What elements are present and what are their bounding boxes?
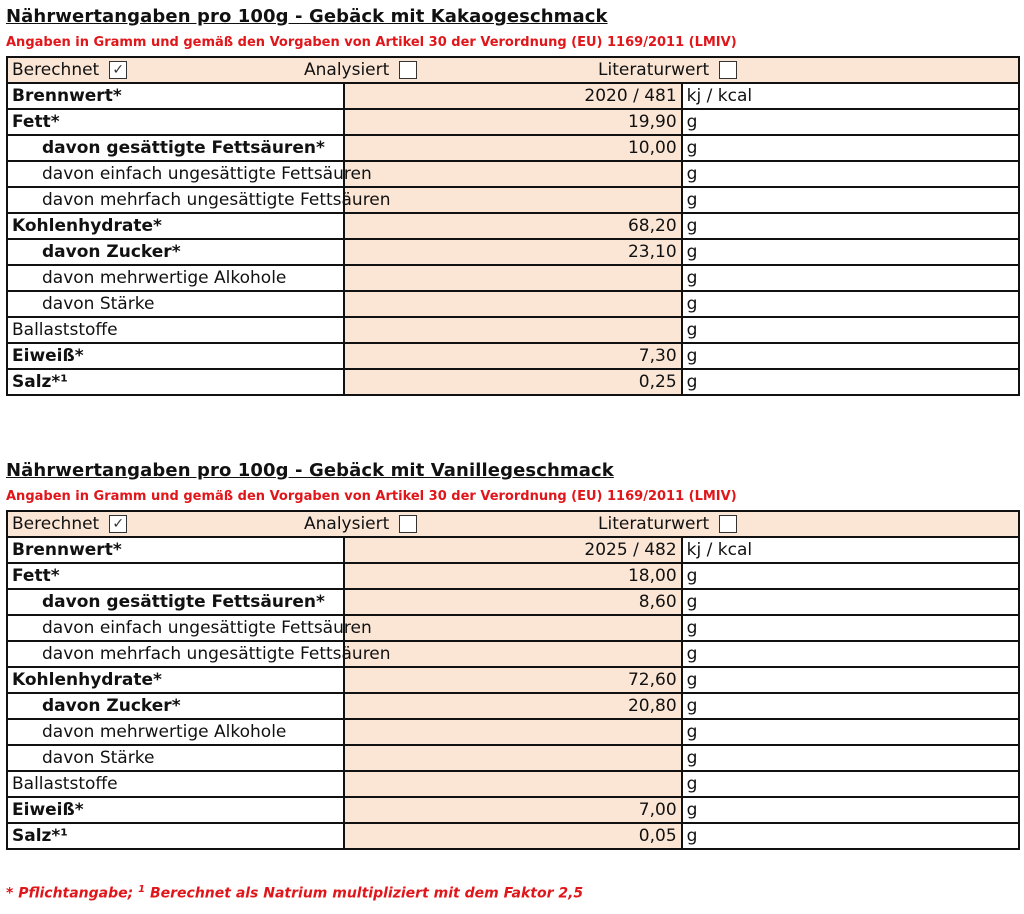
nutrient-value: 2020 / 481 <box>344 83 681 109</box>
nutrient-unit: g <box>682 797 1019 823</box>
nutrient-unit: g <box>682 745 1019 771</box>
nutrient-row <box>7 239 1019 265</box>
nutrient-unit: g <box>682 369 1019 395</box>
nutrient-value <box>344 291 681 317</box>
nutrient-value: 0,25 <box>344 369 681 395</box>
nutrient-unit: g <box>682 823 1019 849</box>
nutrient-unit: kj / kcal <box>682 537 1019 563</box>
method-checkbox[interactable]: ✓ <box>109 61 127 79</box>
nutrient-row <box>7 771 1019 797</box>
nutrient-value: 72,60 <box>344 667 681 693</box>
method-label: Analysiert <box>304 60 390 80</box>
method-checkbox[interactable] <box>399 61 417 79</box>
section-subtitle: Angaben in Gramm und gemäß den Vorgaben von Artikel 30 der Verordnung (EU) 1169/2011 (LMIV) <box>6 35 737 50</box>
method-label: Literaturwert <box>598 60 710 80</box>
nutrient-label: Eiweiß* <box>7 797 344 823</box>
nutrient-row <box>7 187 1019 213</box>
nutrient-label: davon Stärke <box>7 745 344 771</box>
nutrient-row <box>7 213 1019 239</box>
nutrient-value: 20,80 <box>344 693 681 719</box>
nutrient-unit: g <box>682 667 1019 693</box>
nutrient-label: Salz*¹ <box>7 369 344 395</box>
nutrient-row <box>7 693 1019 719</box>
method-label: Berechnet <box>12 514 100 534</box>
nutrient-value: 19,90 <box>344 109 681 135</box>
method-option-berechnet <box>12 514 127 534</box>
nutrient-row <box>7 589 1019 615</box>
nutrient-label: Brennwert* <box>7 537 344 563</box>
nutrient-unit: kj / kcal <box>682 83 1019 109</box>
nutrient-value: 8,60 <box>344 589 681 615</box>
nutrient-row <box>7 797 1019 823</box>
nutrient-unit: g <box>682 719 1019 745</box>
nutrient-label: Salz*¹ <box>7 823 344 849</box>
nutrient-value: 68,20 <box>344 213 681 239</box>
method-option-berechnet <box>12 60 127 80</box>
nutrient-label: Ballaststoffe <box>7 771 344 797</box>
nutrient-unit: g <box>682 693 1019 719</box>
nutrient-value <box>344 161 681 187</box>
nutrient-value: 7,30 <box>344 343 681 369</box>
nutrient-label: davon gesättigte Fettsäuren* <box>7 135 344 161</box>
nutrient-row <box>7 161 1019 187</box>
nutrient-unit: g <box>682 615 1019 641</box>
nutrient-row <box>7 135 1019 161</box>
nutrient-row <box>7 641 1019 667</box>
nutrient-value <box>344 265 681 291</box>
nutrient-label: Kohlenhydrate* <box>7 213 344 239</box>
nutrient-unit: g <box>682 109 1019 135</box>
method-cell <box>7 57 1019 83</box>
method-option-literaturwert <box>598 514 737 534</box>
method-option-analysiert <box>304 60 417 80</box>
nutrient-label: davon einfach ungesättigte Fettsäuren <box>7 161 344 187</box>
method-checkbox[interactable] <box>719 515 737 533</box>
method-checkbox[interactable] <box>719 61 737 79</box>
method-label: Berechnet <box>12 60 100 80</box>
nutrient-row <box>7 667 1019 693</box>
nutrient-value <box>344 187 681 213</box>
nutrition-table <box>6 510 1020 850</box>
method-cell <box>7 511 1019 537</box>
section-subtitle: Angaben in Gramm und gemäß den Vorgaben von Artikel 30 der Verordnung (EU) 1169/2011 (LMIV) <box>6 489 737 504</box>
nutrient-label: davon gesättigte Fettsäuren* <box>7 589 344 615</box>
nutrient-label: Eiweiß* <box>7 343 344 369</box>
nutrient-value <box>344 641 681 667</box>
nutrient-value <box>344 771 681 797</box>
nutrient-unit: g <box>682 641 1019 667</box>
nutrient-row <box>7 563 1019 589</box>
method-checkbox[interactable] <box>399 515 417 533</box>
nutrient-value: 23,10 <box>344 239 681 265</box>
nutrient-unit: g <box>682 135 1019 161</box>
footnote-superscript: 1 <box>138 884 146 895</box>
nutrient-label: davon mehrwertige Alkohole <box>7 265 344 291</box>
method-checkbox[interactable]: ✓ <box>109 515 127 533</box>
footnote-mandatory: * Pflichtangabe; <box>6 885 134 902</box>
section-title: Nährwertangaben pro 100g - Gebäck mit Vanillegeschmack <box>6 460 614 481</box>
nutrient-label: davon einfach ungesättigte Fettsäuren <box>7 615 344 641</box>
nutrient-label: davon Zucker* <box>7 239 344 265</box>
footnote-salt-note: Berechnet als Natrium multipliziert mit dem Faktor 2,5 <box>149 885 584 902</box>
nutrient-unit: g <box>682 239 1019 265</box>
nutrient-row <box>7 369 1019 395</box>
nutrient-label: davon Zucker* <box>7 693 344 719</box>
nutrient-unit: g <box>682 589 1019 615</box>
nutrient-unit: g <box>682 771 1019 797</box>
nutrient-label: Brennwert* <box>7 83 344 109</box>
method-option-analysiert <box>304 514 417 534</box>
nutrient-row <box>7 83 1019 109</box>
nutrient-unit: g <box>682 187 1019 213</box>
nutrient-value <box>344 745 681 771</box>
nutrient-label: Fett* <box>7 563 344 589</box>
nutrient-row <box>7 615 1019 641</box>
nutrient-label: Kohlenhydrate* <box>7 667 344 693</box>
nutrition-section-2 <box>6 458 1020 850</box>
nutrient-row <box>7 317 1019 343</box>
nutrient-label: davon mehrfach ungesättigte Fettsäuren <box>7 187 344 213</box>
nutrient-label: Ballaststoffe <box>7 317 344 343</box>
method-row <box>7 511 1019 537</box>
nutrient-unit: g <box>682 317 1019 343</box>
nutrient-unit: g <box>682 265 1019 291</box>
nutrition-section-1 <box>6 4 1020 396</box>
nutrient-label: davon mehrfach ungesättigte Fettsäuren <box>7 641 344 667</box>
method-row <box>7 57 1019 83</box>
nutrient-label: Fett* <box>7 109 344 135</box>
nutrient-value: 18,00 <box>344 563 681 589</box>
nutrient-unit: g <box>682 563 1019 589</box>
nutrient-row <box>7 343 1019 369</box>
nutrient-unit: g <box>682 291 1019 317</box>
nutrition-table <box>6 56 1020 396</box>
nutrient-row <box>7 265 1019 291</box>
nutrient-value <box>344 317 681 343</box>
nutrient-label: davon Stärke <box>7 291 344 317</box>
nutrient-value <box>344 719 681 745</box>
nutrient-row <box>7 109 1019 135</box>
nutrient-value: 7,00 <box>344 797 681 823</box>
nutrient-value: 2025 / 482 <box>344 537 681 563</box>
nutrient-row <box>7 537 1019 563</box>
nutrient-value: 0,05 <box>344 823 681 849</box>
method-label: Analysiert <box>304 514 390 534</box>
method-option-literaturwert <box>598 60 737 80</box>
nutrient-unit: g <box>682 343 1019 369</box>
nutrient-value <box>344 615 681 641</box>
nutrient-label: davon mehrwertige Alkohole <box>7 719 344 745</box>
nutrient-unit: g <box>682 213 1019 239</box>
nutrient-value: 10,00 <box>344 135 681 161</box>
footnote <box>6 884 583 902</box>
nutrient-row <box>7 745 1019 771</box>
nutrient-row <box>7 291 1019 317</box>
nutrient-row <box>7 719 1019 745</box>
section-title: Nährwertangaben pro 100g - Gebäck mit Kakaogeschmack <box>6 6 608 27</box>
nutrient-row <box>7 823 1019 849</box>
method-label: Literaturwert <box>598 514 710 534</box>
nutrient-unit: g <box>682 161 1019 187</box>
